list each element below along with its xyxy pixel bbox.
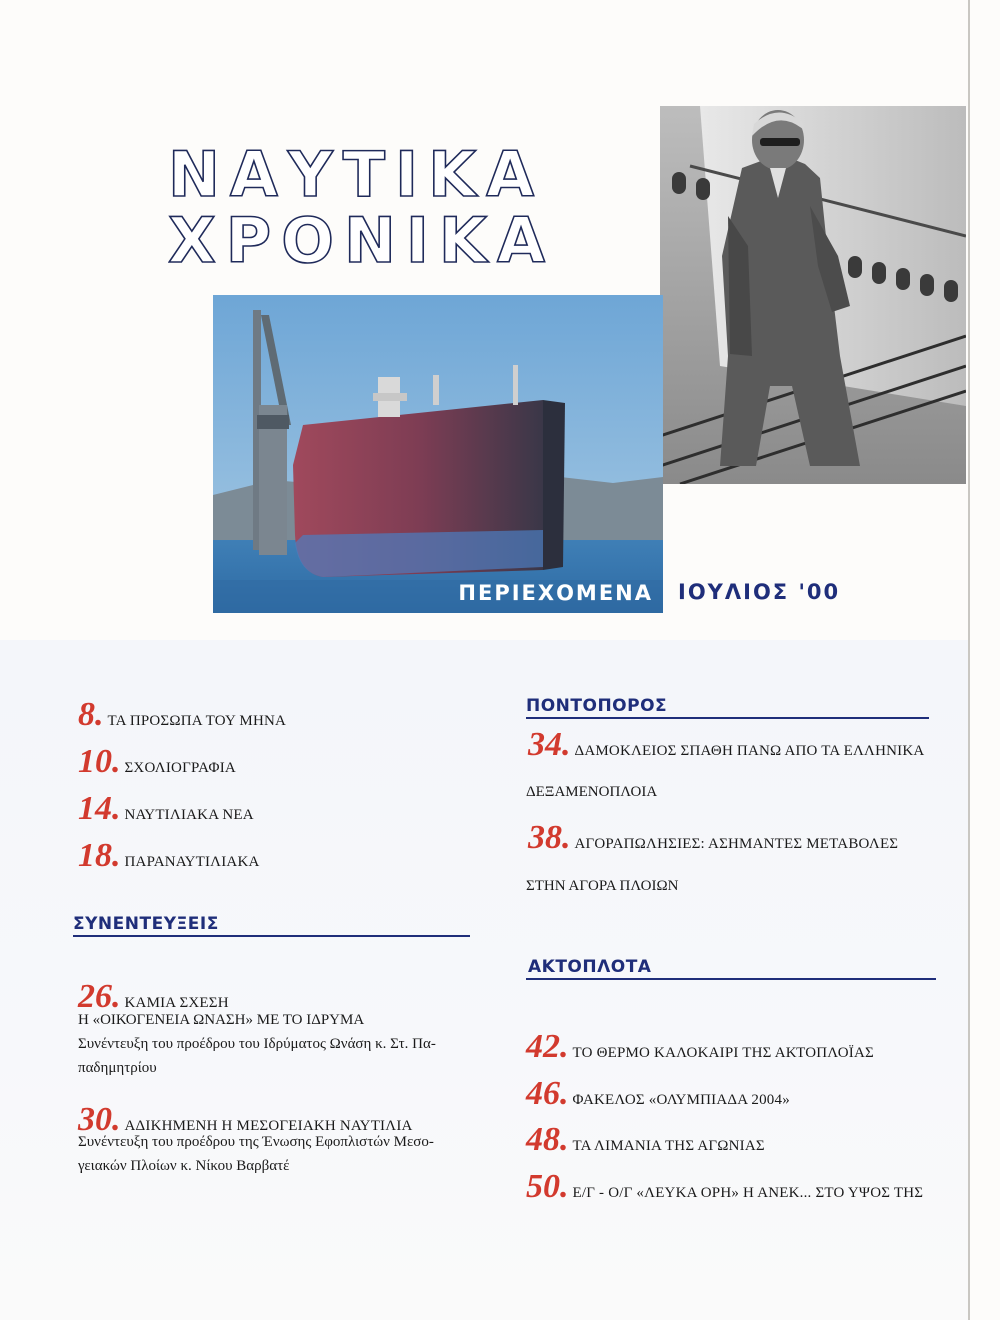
entry-title-line-2: Η «ΟΙΚΟΓΕΝΕΙΑ ΩΝΑΣΗ» ΜΕ ΤΟ ΙΔΡΥΜΑ (78, 1012, 365, 1028)
issue-date: ΙΟΥΛΙΟΣ '00 (678, 580, 841, 604)
entry-title-line-2: ΣΤΗΝ ΑΓΟΡΑ ΠΛΟΙΩΝ (526, 878, 679, 894)
entry-title: ΑΔΙΚΗΜΕΝΗ Η ΜΕΣΟΓΕΙΑΚΗ ΝΑΥΤΙΛΙΑ (124, 1118, 413, 1134)
entry-title: ΔΑΜΟΚΛΕΙΟΣ ΣΠΑΘΗ ΠΑΝΩ ΑΠΟ ΤΑ ΕΛΛΗΝΙΚΑ (574, 743, 925, 759)
masthead-line-1: ΝΑΥΤΙΚΑ (168, 138, 545, 211)
entry-title: ΠΑΡΑΝΑΥΤΙΛΙΑΚΑ (124, 854, 260, 870)
entry-title: ΤΑ ΛΙΜΑΝΙΑ ΤΗΣ ΑΓΩΝΙΑΣ (572, 1138, 765, 1154)
toc-entry[interactable] (528, 819, 898, 857)
entry-title: ΤΟ ΘΕΡΜΟ ΚΑΛΟΚΑΙΡΙ ΤΗΣ ΑΚΤΟΠΛΟΪΑΣ (572, 1045, 874, 1061)
entry-title: ΤΑ ΠΡΟΣΩΠΑ ΤΟΥ ΜΗΝΑ (107, 713, 287, 729)
page-number: 10. (78, 743, 121, 780)
page-number: 8. (78, 696, 104, 733)
toc-entry[interactable] (78, 696, 286, 734)
toc-entry[interactable] (78, 837, 260, 875)
toc-entry[interactable] (526, 1028, 874, 1066)
toc-entry[interactable] (78, 743, 236, 781)
page-number: 30. (78, 1101, 121, 1138)
toc-entry[interactable] (78, 978, 229, 1016)
page-number: 46. (526, 1075, 569, 1112)
toc-entry[interactable] (526, 1121, 765, 1159)
entry-description: Συνέντευξη του προέδρου του Ιδρύματος Ωνάση κ. Στ. Πα- (78, 1036, 436, 1052)
entry-title-line-2: ΔΕΞΑΜΕΝΟΠΛΟΙΑ (526, 784, 658, 800)
entry-title: ΣΧΟΛΙΟΓΡΑΦΙΑ (124, 760, 236, 776)
section-rule (526, 978, 936, 980)
masthead-line-2: ΧΡΟΝΙΚΑ (168, 204, 555, 268)
page-edge (968, 0, 970, 1320)
section-rule (526, 717, 929, 719)
entry-title: ΑΓΟΡΑΠΩΛΗΣΙΕΣ: ΑΣΗΜΑΝΤΕΣ ΜΕΤΑΒΟΛΕΣ (574, 836, 899, 852)
contents-label: ΠΕΡΙΕΧΟΜΕΝΑ (458, 581, 653, 605)
toc-entry[interactable] (528, 726, 924, 764)
section-heading-coastal: ΑΚΤΟΠΛΟΤΑ (528, 957, 652, 977)
toc-entry[interactable] (78, 790, 254, 828)
toc-entry[interactable] (526, 1168, 923, 1206)
page-number: 48. (526, 1121, 569, 1158)
entry-description: παδημητρίου (78, 1060, 157, 1076)
magazine-masthead (168, 138, 648, 268)
page-number: 26. (78, 978, 121, 1015)
section-heading-interviews: ΣΥΝΕΝΤΕΥΞΕΙΣ (73, 914, 219, 934)
entry-title: ΦΑΚΕΛΟΣ «ΟΛΥΜΠΙΑΔΑ 2004» (572, 1092, 790, 1108)
portrait-photo (660, 106, 966, 484)
page-number: 42. (526, 1028, 569, 1065)
entry-description: Συνέντευξη του προέδρου της Ένωσης Εφοπλιστών Μεσο- (78, 1134, 434, 1150)
page-number: 34. (528, 726, 571, 763)
page-number: 38. (528, 819, 571, 856)
section-heading-ocean: ΠΟΝΤΟΠΟΡΟΣ (526, 696, 668, 716)
entry-title: ΚΑΜΙΑ ΣΧΕΣΗ (124, 995, 229, 1011)
toc-entry[interactable] (526, 1075, 790, 1113)
page-number: 50. (526, 1168, 569, 1205)
entry-title: ΝΑΥΤΙΛΙΑΚΑ ΝΕΑ (124, 807, 254, 823)
entry-title: Ε/Γ - Ο/Γ «ΛΕΥΚΑ ΟΡΗ» Η ΑΝΕΚ... ΣΤΟ ΥΨΟΣ ΤΗΣ (572, 1185, 924, 1201)
section-rule (73, 935, 470, 937)
ship-photo (213, 295, 663, 613)
page-number: 18. (78, 837, 121, 874)
page-number: 14. (78, 790, 121, 827)
entry-description: γειακών Πλοίων κ. Νίκου Βαρβατέ (78, 1158, 290, 1174)
